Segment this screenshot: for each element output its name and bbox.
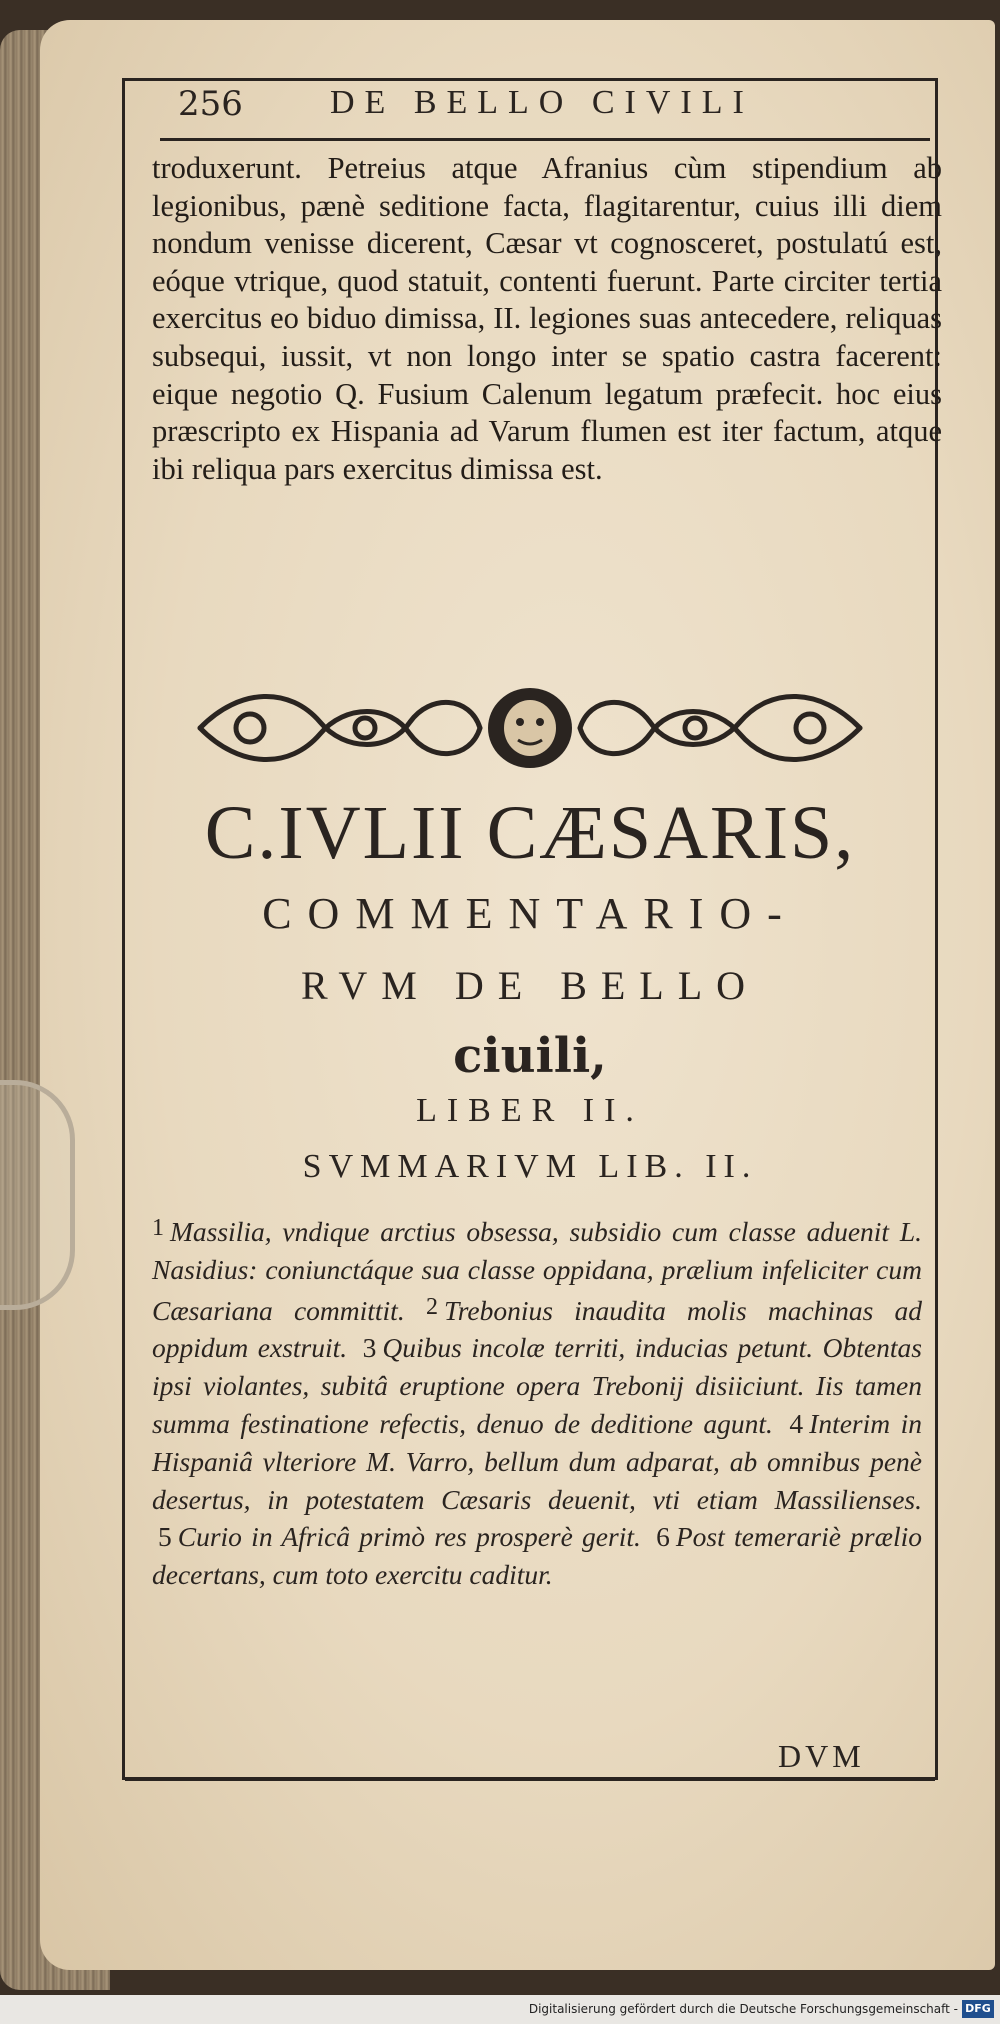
bottom-rule bbox=[125, 1778, 935, 1781]
summary-number-3: 3 bbox=[362, 1332, 377, 1364]
digitization-footer bbox=[0, 1995, 1000, 2024]
summary-item-5: Curio in Africâ primò res prosperè gerit. bbox=[177, 1521, 641, 1553]
summary-number-1: 1 bbox=[152, 1215, 164, 1241]
summary-item-1: Massilia, vndique arctius obsessa, subsidio cum classe aduenit L. Nasidius: coniunctáque sua classe oppidana, prælium infeliciter cum Cæsariana committit. bbox=[152, 1216, 922, 1326]
title-main: C.IVLII CÆSARIS, bbox=[204, 791, 856, 875]
running-head bbox=[160, 78, 930, 141]
summary-item-3: Quibus incolæ territi, inducias petunt. Obtentas ipsi violantes, subitâ eruptione opera Trebonij disiiciunt. Iis tamen summa festinatione refectis, denuo de deditione agunt. bbox=[152, 1332, 922, 1439]
ornament-headpiece-icon bbox=[180, 682, 880, 774]
page-clip bbox=[0, 1080, 75, 1310]
summary-number-5: 5 bbox=[158, 1521, 172, 1553]
catchword: DVM bbox=[778, 1738, 865, 1774]
summary-number-6: 6 bbox=[656, 1521, 670, 1553]
footer-credit: Digitalisierung gefördert durch die Deutsche Forschungsgemeinschaft - bbox=[528, 2002, 958, 2016]
summary-item-4: Interim in Hispaniâ vlteriore M. Varro, bellum dum adparat, ab omnibus penè desertus, in potestatem Cæsaris deuenit, vti etiam Massilienses. bbox=[152, 1407, 922, 1515]
summary-number-2: 2 bbox=[425, 1293, 438, 1320]
summary-number-4: 4 bbox=[789, 1407, 804, 1439]
summary-item-2: Trebonius inaudita molis machinas ad oppidum exstruit. bbox=[152, 1294, 923, 1364]
summary-item-6: Post temerariè prælio decertans, cum toto exercitu caditur. bbox=[152, 1521, 922, 1591]
running-head-title: DE BELLO CIVILI bbox=[330, 84, 754, 121]
summary-heading: SVMMARIVM LIB. II. bbox=[302, 1148, 758, 1185]
summary-paragraph bbox=[152, 1210, 922, 1594]
book-number: LIBER II. bbox=[416, 1092, 644, 1129]
dfg-logo: DFG bbox=[962, 2000, 994, 2018]
body-paragraph: troduxerunt. Petreius atque Afranius cùm stipendium ab legionibus, pænè seditione facta, flagitarentur, cuius illi diem nondum venisse dicerent, Cæsar vt cognosceret, postulatú est, eóque vtrique, quod statuit, contenti fuerunt. Parte circiter tertia exercitus eo biduo dimissa, II. legiones suas antecedere, reliquas subsequi, iussit, vt non longo inter se spatio castra facerent: eique negotio Q. Fusium Calenum legatum præfecit. hoc eius præscripto ex Hispania ad Varum flumen est iter factum, atque ibi reliqua pars exercitus dimissa est. bbox=[152, 151, 942, 486]
title-line-4: ciuili, bbox=[453, 1028, 607, 1084]
page-number: 256 bbox=[178, 84, 243, 124]
title-line-2: COMMENTARIO- bbox=[262, 889, 798, 938]
title-line-3: RVM DE BELLO bbox=[300, 963, 760, 1008]
